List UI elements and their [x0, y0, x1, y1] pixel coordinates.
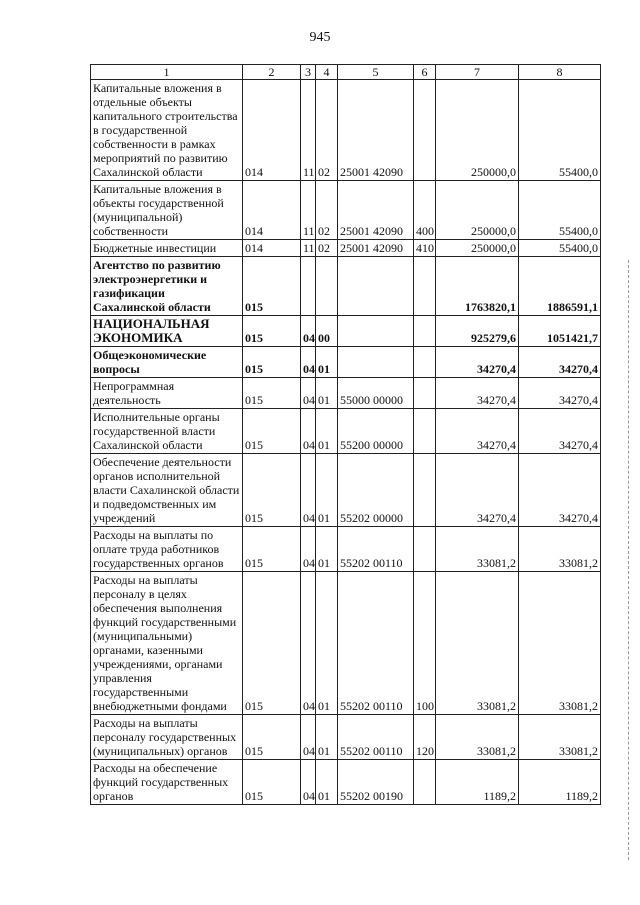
- expense-type-cell: [414, 454, 436, 527]
- expense-type-cell: 400: [414, 181, 436, 240]
- table-row: [91, 715, 601, 760]
- amount-year2-cell: 34270,4: [519, 409, 601, 454]
- subsection-code-cell: 01: [316, 527, 338, 572]
- table-header-row: [91, 65, 601, 80]
- subsection-code-cell: [316, 257, 338, 316]
- header-cell: 7: [436, 65, 519, 80]
- table-row: [91, 80, 601, 181]
- amount-year2-cell: 33081,2: [519, 572, 601, 715]
- amount-year1-cell: 250000,0: [436, 181, 519, 240]
- expense-type-cell: [414, 347, 436, 378]
- amount-year1-cell: 34270,4: [436, 409, 519, 454]
- amount-year1-cell: 33081,2: [436, 572, 519, 715]
- expense-type-cell: [414, 760, 436, 805]
- target-article-cell: 55202 00110: [338, 527, 414, 572]
- expense-type-cell: [414, 257, 436, 316]
- ministry-code-cell: 015: [243, 760, 301, 805]
- target-article-cell: 55202 00000: [338, 454, 414, 527]
- expense-type-cell: [414, 378, 436, 409]
- subsection-code-cell: 02: [316, 240, 338, 257]
- header-cell: 3: [301, 65, 316, 80]
- row-name-cell: Капитальные вложения в отдельные объекты капитального строительства в государственной собственности в рамках мероприятий по развитию Сахалинской области: [91, 80, 243, 181]
- row-name-cell: Бюджетные инвестиции: [91, 240, 243, 257]
- section-code-cell: 11: [301, 80, 316, 181]
- subsection-code-cell: 01: [316, 378, 338, 409]
- table-row: [91, 240, 601, 257]
- header-cell: 4: [316, 65, 338, 80]
- target-article-cell: 25001 42090: [338, 240, 414, 257]
- amount-year2-cell: 34270,4: [519, 454, 601, 527]
- section-code-cell: 04: [301, 409, 316, 454]
- row-name-cell: Исполнительные органы государственной власти Сахалинской области: [91, 409, 243, 454]
- section-code-cell: 04: [301, 316, 316, 347]
- table-row: [91, 760, 601, 805]
- amount-year1-cell: 925279,6: [436, 316, 519, 347]
- amount-year1-cell: 1189,2: [436, 760, 519, 805]
- amount-year2-cell: 33081,2: [519, 527, 601, 572]
- subsection-code-cell: 01: [316, 572, 338, 715]
- subsection-code-cell: 01: [316, 715, 338, 760]
- header-cell: 5: [338, 65, 414, 80]
- table-row: [91, 572, 601, 715]
- amount-year2-cell: 34270,4: [519, 378, 601, 409]
- section-code-cell: 04: [301, 715, 316, 760]
- target-article-cell: 55202 00190: [338, 760, 414, 805]
- amount-year1-cell: 1763820,1: [436, 257, 519, 316]
- ministry-code-cell: 015: [243, 715, 301, 760]
- header-cell: 1: [91, 65, 243, 80]
- row-name-cell: Капитальные вложения в объекты государственной (муниципальной) собственности: [91, 181, 243, 240]
- amount-year1-cell: 33081,2: [436, 715, 519, 760]
- amount-year2-cell: 1189,2: [519, 760, 601, 805]
- target-article-cell: 55000 00000: [338, 378, 414, 409]
- table-row: [91, 527, 601, 572]
- amount-year1-cell: 33081,2: [436, 527, 519, 572]
- amount-year2-cell: 33081,2: [519, 715, 601, 760]
- ministry-code-cell: 015: [243, 409, 301, 454]
- row-name-cell: Расходы на обеспечение функций государственных органов: [91, 760, 243, 805]
- expense-type-cell: [414, 80, 436, 181]
- table-row: [91, 347, 601, 378]
- section-code-cell: 11: [301, 181, 316, 240]
- ministry-code-cell: 014: [243, 80, 301, 181]
- table-row: [91, 316, 601, 347]
- amount-year2-cell: 55400,0: [519, 181, 601, 240]
- section-code-cell: [301, 257, 316, 316]
- target-article-cell: 25001 42090: [338, 181, 414, 240]
- row-name-cell: Расходы на выплаты по оплате труда работников государственных органов: [91, 527, 243, 572]
- expense-type-cell: [414, 527, 436, 572]
- table-row: [91, 409, 601, 454]
- amount-year2-cell: 1051421,7: [519, 316, 601, 347]
- section-code-cell: 04: [301, 760, 316, 805]
- amount-year1-cell: 250000,0: [436, 240, 519, 257]
- amount-year1-cell: 34270,4: [436, 378, 519, 409]
- ministry-code-cell: 015: [243, 316, 301, 347]
- expense-type-cell: 100: [414, 572, 436, 715]
- header-cell: 6: [414, 65, 436, 80]
- expense-type-cell: 120: [414, 715, 436, 760]
- subsection-code-cell: 01: [316, 760, 338, 805]
- row-name-cell: Непрограммная деятельность: [91, 378, 243, 409]
- ministry-code-cell: 014: [243, 240, 301, 257]
- header-cell: 2: [243, 65, 301, 80]
- scan-edge-line: [628, 260, 630, 860]
- subsection-code-cell: 01: [316, 347, 338, 378]
- subsection-code-cell: 02: [316, 181, 338, 240]
- table-row: [91, 378, 601, 409]
- amount-year1-cell: 250000,0: [436, 80, 519, 181]
- target-article-cell: 55200 00000: [338, 409, 414, 454]
- expense-type-cell: [414, 316, 436, 347]
- ministry-code-cell: 015: [243, 347, 301, 378]
- target-article-cell: [338, 316, 414, 347]
- ministry-code-cell: 015: [243, 257, 301, 316]
- ministry-code-cell: 015: [243, 572, 301, 715]
- table-row: [91, 257, 601, 316]
- subsection-code-cell: 01: [316, 454, 338, 527]
- amount-year2-cell: 34270,4: [519, 347, 601, 378]
- section-code-cell: 04: [301, 454, 316, 527]
- budget-table: [90, 64, 601, 805]
- target-article-cell: 55202 00110: [338, 715, 414, 760]
- amount-year2-cell: 55400,0: [519, 240, 601, 257]
- amount-year2-cell: 55400,0: [519, 80, 601, 181]
- row-name-cell: Агентство по развитию электроэнергетики и газификации Сахалинской области: [91, 257, 243, 316]
- section-code-cell: 04: [301, 378, 316, 409]
- section-code-cell: 04: [301, 572, 316, 715]
- subsection-code-cell: 00: [316, 316, 338, 347]
- page-number: 945: [309, 30, 331, 45]
- subsection-code-cell: 01: [316, 409, 338, 454]
- table-row: [91, 181, 601, 240]
- target-article-cell: 55202 00110: [338, 572, 414, 715]
- header-cell: 8: [519, 65, 601, 80]
- ministry-code-cell: 015: [243, 527, 301, 572]
- row-name-cell: Расходы на выплаты персоналу государственных (муниципальных) органов: [91, 715, 243, 760]
- amount-year1-cell: 34270,4: [436, 454, 519, 527]
- ministry-code-cell: 015: [243, 454, 301, 527]
- amount-year1-cell: 34270,4: [436, 347, 519, 378]
- expense-type-cell: 410: [414, 240, 436, 257]
- section-code-cell: 04: [301, 527, 316, 572]
- target-article-cell: 25001 42090: [338, 80, 414, 181]
- target-article-cell: [338, 347, 414, 378]
- amount-year2-cell: 1886591,1: [519, 257, 601, 316]
- row-name-cell: Обеспечение деятельности органов исполнительной власти Сахалинской области и подведомственных им учреждений: [91, 454, 243, 527]
- target-article-cell: [338, 257, 414, 316]
- row-name-cell: Расходы на выплаты персоналу в целях обеспечения выполнения функций государственными (муниципальными) органами, казенными учреждениями, органами управления государственными внебюджетными фондами: [91, 572, 243, 715]
- ministry-code-cell: 015: [243, 378, 301, 409]
- table-row: [91, 454, 601, 527]
- section-code-cell: 11: [301, 240, 316, 257]
- ministry-code-cell: 014: [243, 181, 301, 240]
- section-code-cell: 04: [301, 347, 316, 378]
- subsection-code-cell: 02: [316, 80, 338, 181]
- expense-type-cell: [414, 409, 436, 454]
- row-name-cell: Общеэкономические вопросы: [91, 347, 243, 378]
- row-name-cell: НАЦИОНАЛЬНАЯ ЭКОНОМИКА: [91, 316, 243, 347]
